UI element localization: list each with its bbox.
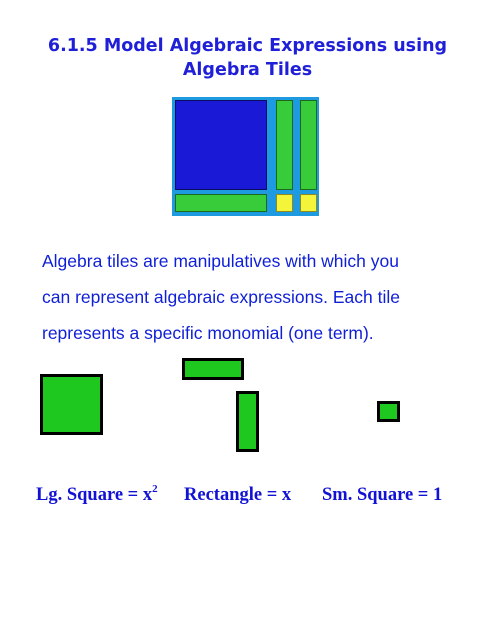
small-square-caption: Sm. Square = 1	[322, 485, 443, 505]
rectangle-tile-horizontal	[175, 194, 267, 212]
page-title	[0, 34, 495, 82]
rectangle-tile-vertical-2	[300, 100, 317, 190]
title-line-2: Algebra Tiles	[182, 60, 313, 80]
paragraph-line-3: represents a specific monomial (one term).	[42, 323, 374, 343]
paragraph-line-2: can represent algebraic expressions. Each tile	[42, 287, 400, 307]
rectangle-tile-vertical-1	[276, 100, 293, 190]
large-square-example	[40, 374, 103, 435]
small-square-example	[377, 401, 400, 422]
exponent: 2	[152, 483, 158, 495]
paragraph-line-1: Algebra tiles are manipulatives with which you	[42, 251, 399, 271]
large-square-caption	[36, 485, 158, 506]
rectangle-caption: Rectangle = x	[184, 485, 292, 505]
description-paragraph	[42, 243, 482, 351]
large-square-caption-text: Lg. Square = x	[36, 485, 153, 505]
large-square-tile	[175, 100, 267, 190]
rectangle-example-horizontal	[182, 358, 244, 380]
small-square-tile-1	[276, 194, 293, 212]
title-line-1: 6.1.5 Model Algebraic Expressions using	[47, 36, 448, 56]
algebra-tile-model-figure	[172, 97, 319, 216]
small-square-tile-2	[300, 194, 317, 212]
tile-value-caption	[0, 485, 495, 515]
rectangle-example-vertical	[236, 391, 259, 452]
